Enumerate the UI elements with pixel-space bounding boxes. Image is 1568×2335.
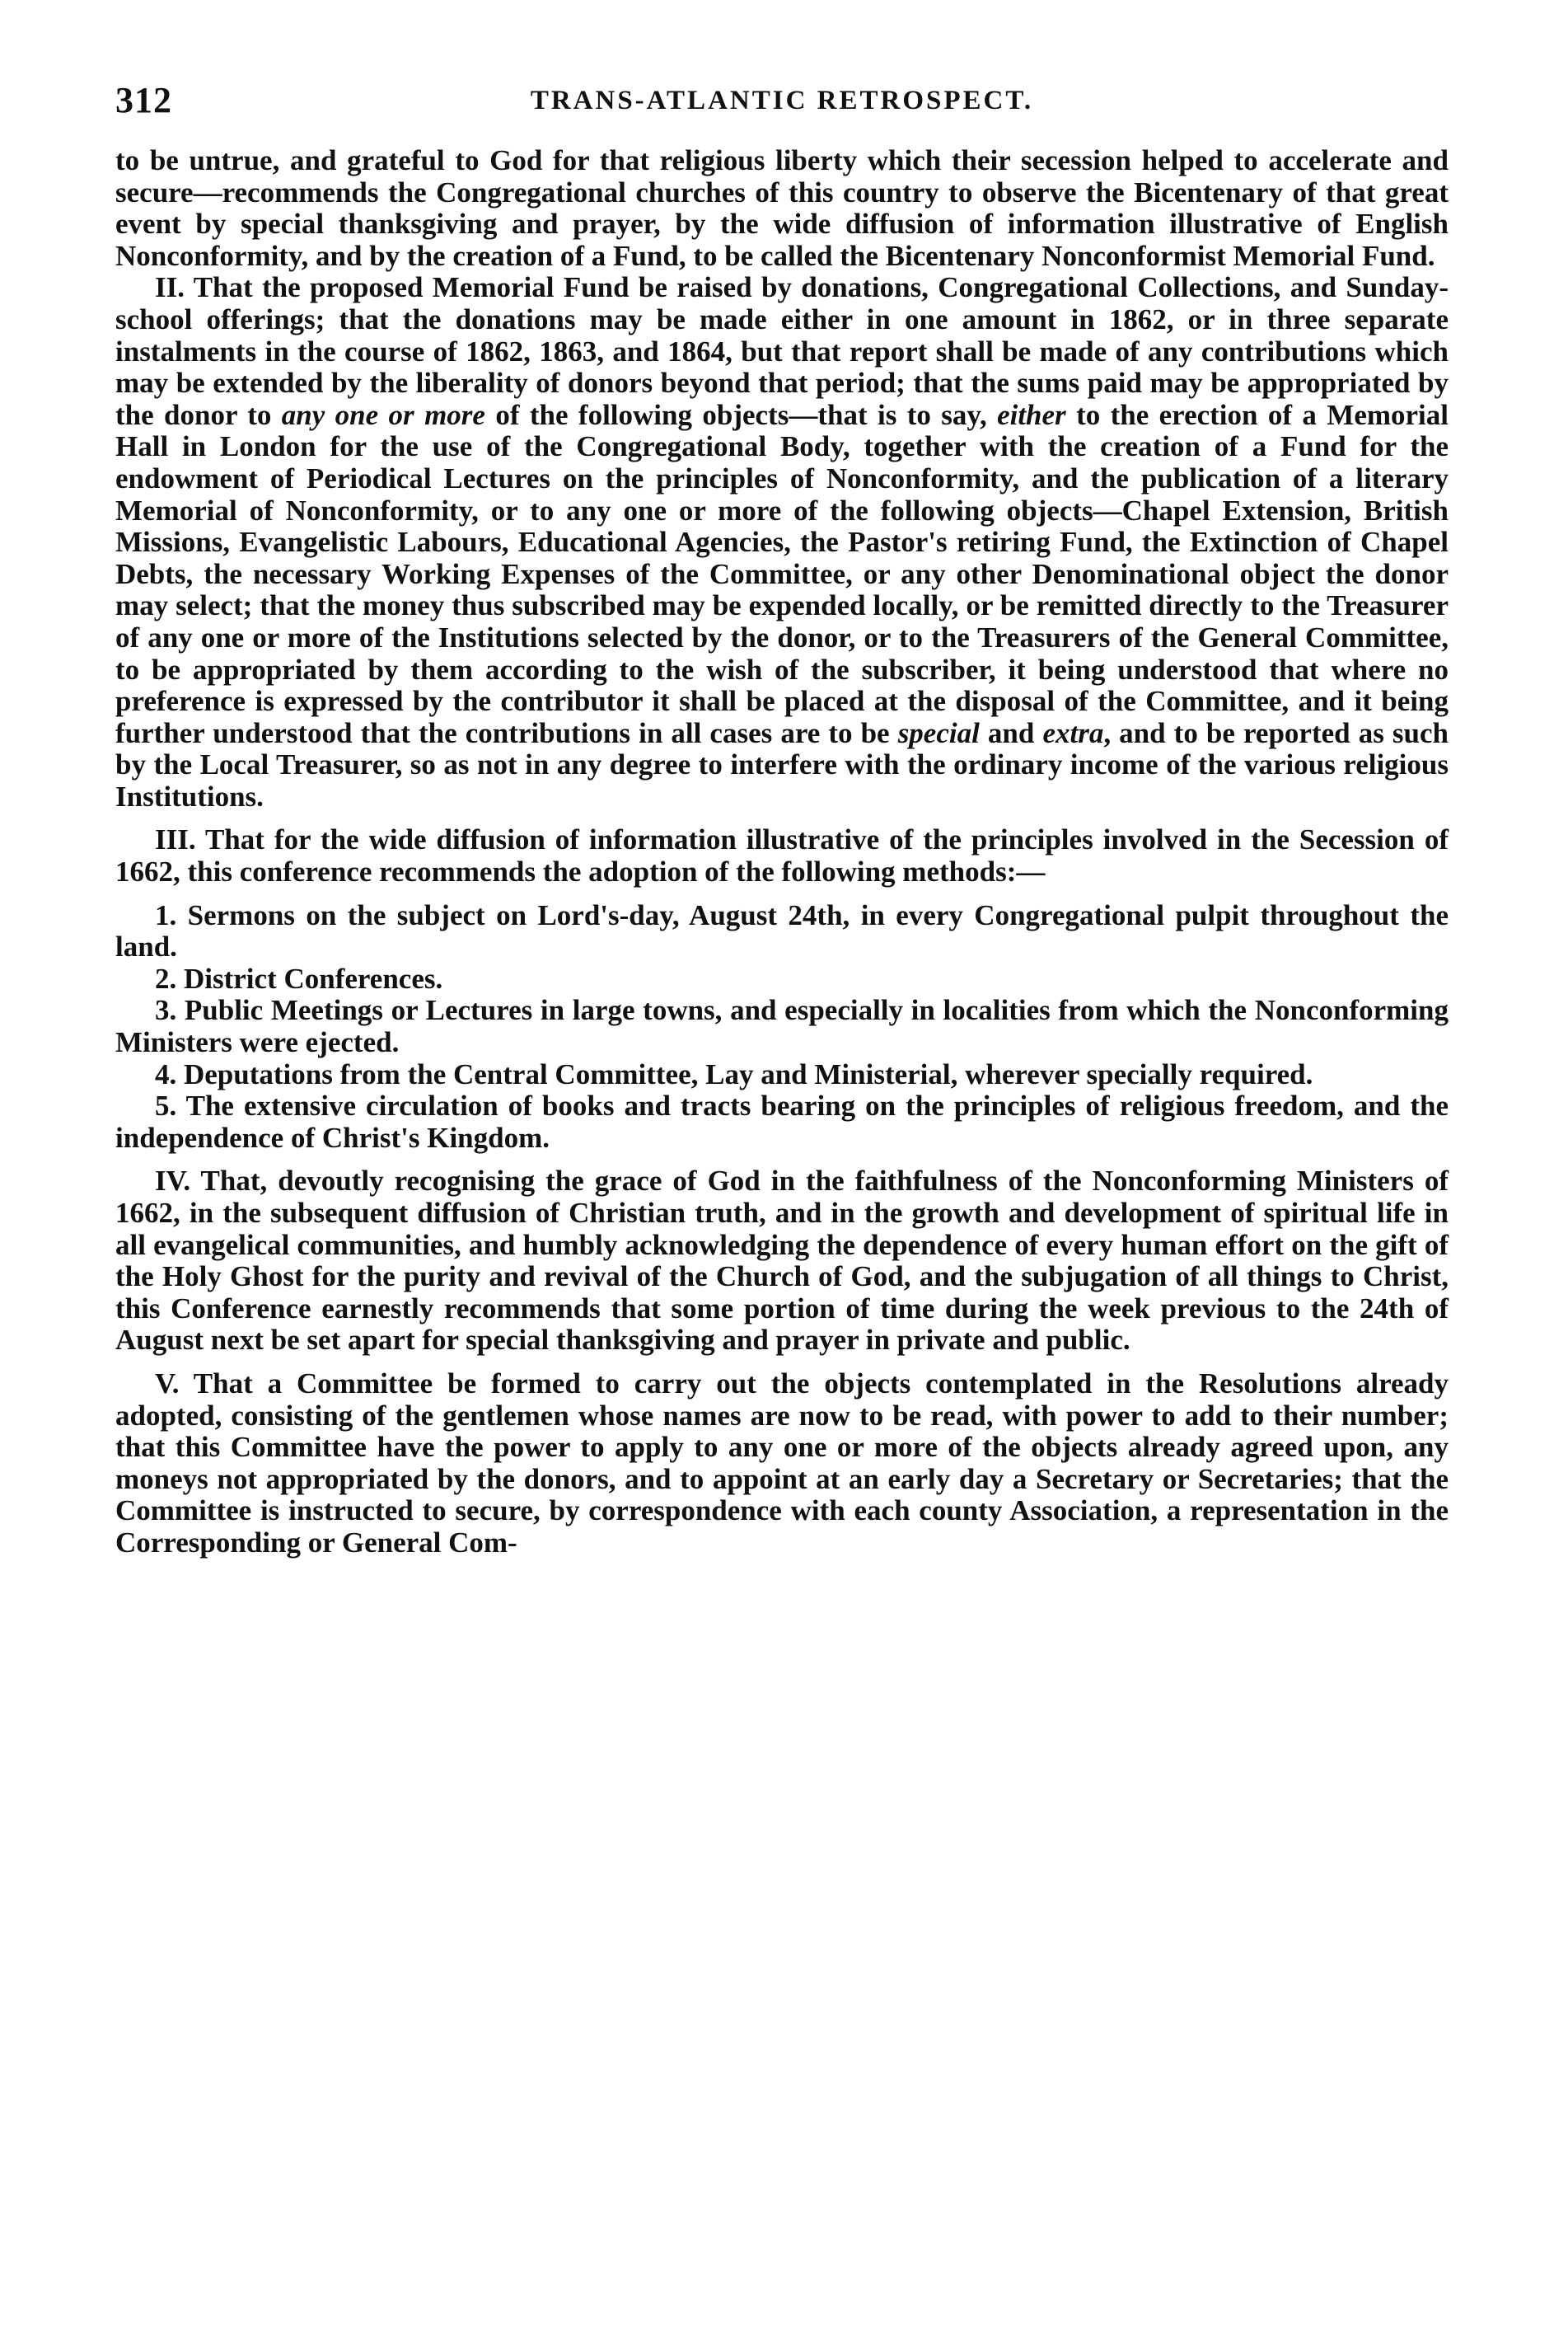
intro-paragraph: to be untrue, and grateful to God for that religious liberty which their secession helped to accelerate and secure—recommends the Congregational churches of this country to observe the Bicentenary of that great event by special thanksgiving and prayer, by the wide diffusion of information illustrative of English Nonconformity, and by the creation of a Fund, to be called the Bicentenary Nonconformist Memorial Fund.: [115, 144, 1449, 272]
resolution-ii-emphasis-2: either: [997, 398, 1066, 431]
list-item-4: 4. Deputations from the Central Committee, Lay and Ministerial, wherever specially required.: [155, 1057, 1313, 1090]
book-page: [115, 79, 1449, 2305]
list-item-1: 1. Sermons on the subject on Lord's-day, August 24th, in every Congregational pulpit throughout the land.: [115, 898, 1449, 964]
resolution-ii-text-e: , and to be reported as such by the Local Treasurer, so as not in any degree to interfere with the ordinary income of the various religious Institutions.: [115, 716, 1449, 813]
resolution-ii-text-d: and: [979, 716, 1043, 749]
running-title: TRANS-ATLANTIC RETROSPECT.: [530, 86, 1034, 115]
page-header: [115, 79, 1449, 145]
resolution-ii-text-c: to the erection of a Memorial Hall in London for the use of the Congregational Body, together with the creation of a Fund for the endowment of Periodical Lectures on the principles of Nonconformity, and the publication of a literary Memorial of Nonconformity, or to any one or more of the following objects—Chapel Extension, British Missions, Evangelistic Labours, Educational Agencies, the Pastor's retiring Fund, the Extinction of Chapel Debts, the necessary Working Expenses of the Committee, or any other Denominational object the donor may select; that the money thus subscribed may be expended locally, or be remitted directly to the Treasurer of any one or more of the Institutions selected by the donor, or to the Treasurers of the General Committee, to be appropriated by them according to the wish of the subscriber, it being understood that where no preference is expressed by the contributor it shall be placed at the disposal of the Committee, and it being further understood that the contributions in all cases are to be: [115, 398, 1449, 749]
resolution-ii-emphasis-3: special: [897, 716, 980, 749]
resolution-v: V. That a Committee be formed to carry out the objects contemplated in the Resolutions already adopted, consisting of the gentlemen whose names are now to be read, with power to add to their number; that this Committee have the power to apply to any one or more of the objects already agreed upon, any moneys not appropriated by the donors, and to appoint at an early day a Secretary or Secretaries; that the Committee is instructed to secure, by correspondence with each county Association, a representation in the Corresponding or General Com-: [115, 1367, 1449, 1559]
list-item-3: 3. Public Meetings or Lectures in large towns, and especially in localities from which the Nonconforming Ministers were ejected.: [115, 994, 1449, 1059]
resolution-ii-emphasis-1: any one or more: [281, 398, 485, 431]
resolution-iii: III. That for the wide diffusion of information illustrative of the principles involved in the Secession of 1662, this conference recommends the adoption of the following methods:—: [115, 823, 1449, 889]
list-item-2: 2. District Conferences.: [155, 962, 443, 995]
page-number: 312: [115, 80, 172, 120]
resolution-ii: [115, 272, 1449, 813]
resolution-ii-text-b: of the following objects—that is to say,: [484, 398, 998, 431]
resolution-iv: IV. That, devoutly recognising the grace of God in the faithfulness of the Nonconforming Ministers of 1662, in the subsequent diffusion of Christian truth, and in the growth and development of spiritual life in all evangelical communities, and humbly acknowledging the dependence of every human effort on the gift of the Holy Ghost for the purity and revival of the Church of God, and the subjugation of all things to Christ, this Conference earnestly recommends that some portion of time during the week previous to the 24th of August next be set apart for special thanksgiving and prayer in private and public.: [115, 1165, 1449, 1357]
list-item-5: 5. The extensive circulation of books and tracts bearing on the principles of religious freedom, and the independence of Christ's Kingdom.: [115, 1090, 1449, 1154]
resolution-ii-text-a: II. That the proposed Memorial Fund be raised by donations, Congregational Collections, and Sunday-school offerings; that the donations may be made either in one amount in 1862, or in three separate instalments in the course of 1862, 1863, and 1864, but that report shall be made of any contributions which may be extended by the liberality of donors beyond that period; that the sums paid may be appropriated by the donor to: [115, 271, 1449, 431]
resolution-ii-emphasis-4: extra: [1042, 716, 1104, 749]
body-text: [115, 145, 1449, 1559]
